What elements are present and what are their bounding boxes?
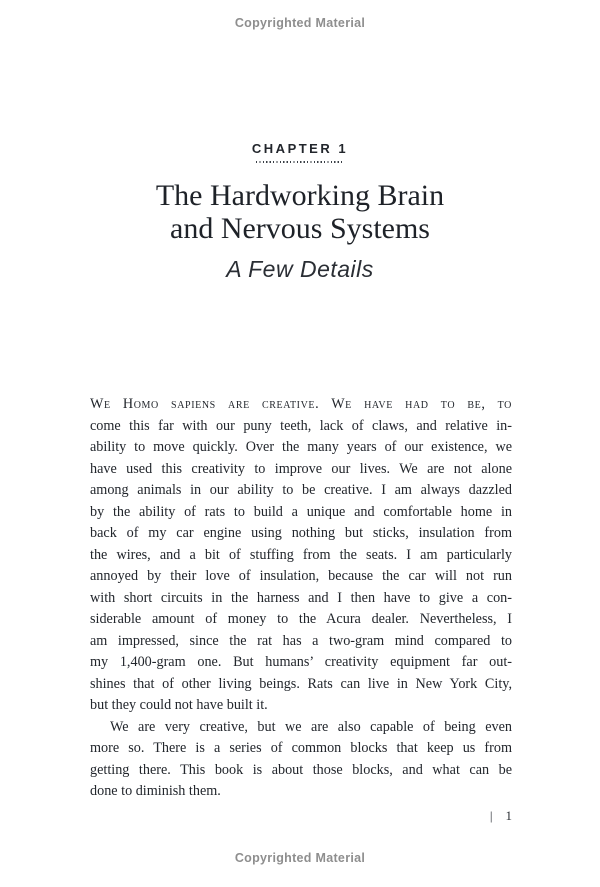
body-line: among animals in our ability to be creative. I am always dazzled xyxy=(90,482,512,498)
chapter-title xyxy=(0,179,600,245)
page-number xyxy=(490,808,512,824)
body-line: We Homo sapiens are creative. We have had to be, to xyxy=(90,396,512,412)
body-line: siderable amount of money to the Acura dealer. Nevertheless, I xyxy=(90,611,512,627)
page-number-separator: | xyxy=(489,808,493,823)
copyright-banner-top: Copyrighted Material xyxy=(234,16,366,30)
body-line: the wires, and a bit of stuffing from the seats. I am particularly xyxy=(90,546,512,563)
body-line: with short circuits in the harness and I then have to give a con- xyxy=(90,589,512,606)
body-line: We are very creative, but we are also capable of being even xyxy=(110,718,512,735)
copyright-banner-bottom: Copyrighted Material xyxy=(234,851,366,865)
chapter-title-line1: The Hardworking Brain xyxy=(155,179,445,212)
body-line: come this far with our puny teeth, lack of claws, and relative in- xyxy=(90,417,512,434)
page-number-value: 1 xyxy=(505,808,512,823)
body-line: shines that of other living beings. Rats can live in New York City, xyxy=(90,675,512,692)
body-line: getting there. This book is about those blocks, and what can be xyxy=(90,761,512,778)
body-line: am impressed, since the rat has a two-gram mind compared to xyxy=(90,632,512,649)
body-line: my 1,400-gram one. But humans’ creativity equipment far out- xyxy=(90,654,512,670)
chapter-label: CHAPTER 1 xyxy=(251,141,349,156)
body-line: more so. There is a series of common blocks that keep us from xyxy=(90,740,512,756)
chapter-dotted-divider xyxy=(256,161,344,163)
body-line: but they could not have built it. xyxy=(90,697,268,713)
body-line: done to diminish them. xyxy=(90,783,221,799)
body-line: ability to move quickly. Over the many years of our existence, we xyxy=(90,439,512,455)
body-line: by the ability of rats to build a unique and comfortable home in xyxy=(90,503,512,520)
body-line: have used this creativity to improve our lives. We are not alone xyxy=(90,460,512,477)
body-line: annoyed by their love of insulation, because the car will not run xyxy=(90,568,512,584)
chapter-title-line2: and Nervous Systems xyxy=(170,212,430,245)
body-text xyxy=(90,394,512,803)
body-line: back of my car engine using nothing but sticks, insulation from xyxy=(90,525,512,541)
chapter-subtitle: A Few Details xyxy=(226,256,374,282)
